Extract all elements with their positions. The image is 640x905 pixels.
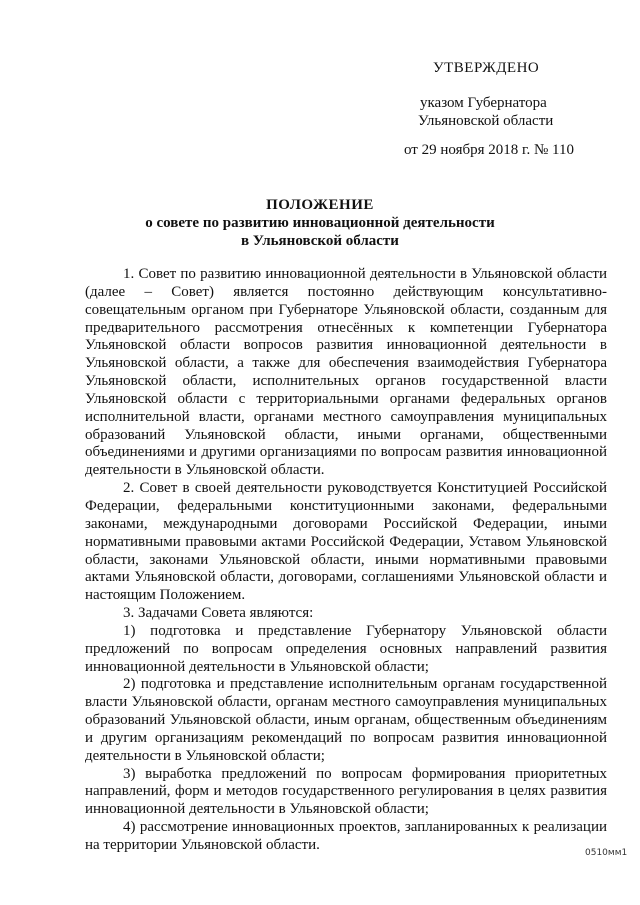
paragraph-2: 2. Совет в своей деятельности руководствуется Конституцией Российской Федерации, федеральными конституционными законами, федеральными законами, международными договорами Российской Федерации, иными нормативными правовыми актами Российской Федерации, Уставом Ульяновской области, законами Ульяновской области, иными нормативными правовыми актами Ульяновской области, договорами, соглашениями Ульяновской области и настоящим Положением. [85,480,607,604]
approval-stamp-heading: УТВЕРЖДЕНО [433,60,540,76]
list-item-4: 4) рассмотрение инновационных проектов, запланированных к реализации на территории Ульяновской области. [85,819,607,853]
document-subtitle-line-1: о совете по развитию инновационной деятельности [145,215,495,231]
approval-decree-line: указом Губернатора [420,95,547,111]
paragraph-3: 3. Задачами Совета являются: [123,605,314,622]
list-item-2: 2) подготовка и представление исполнительным органам государственной власти Ульяновской области, органам местного самоуправления муниципальных образований Ульяновской области, иным органам, общественным объединениям и другим организациям рекомендаций по вопросам развития инновационной деятельности в Ульяновской области; [85,676,607,764]
approval-region-line: Ульяновской области [418,113,554,129]
approval-date-number: от 29 ноября 2018 г. № 110 [404,142,574,158]
list-item-3: 3) выработка предложений по вопросам формирования приоритетных направлений, форм и методов государственного регулирования в целях развития инновационной деятельности в Ульяновской области; [85,765,607,818]
footer-document-code: 0510мм1 [585,848,628,858]
paragraph-1: 1. Совет по развитию инновационной деятельности в Ульяновской области (далее – Совет) является постоянно действующим консультативно-совещательным органом при Губернаторе Ульяновской области, созданным для предварительного рассмотрения отнесённых к компетенции Губернатора Ульяновской области вопросов развития инновационной деятельности в Ульяновской области, а также для обеспечения взаимодействия Губернатора Ульяновской области, исполнительных органов государственной власти Ульяновской области с территориальными органами федеральных органов исполнительной власти, органами местного самоуправления муниципальных образований Ульяновской области, иными органами, общественными объединениями и другими организациями по вопросам развития инновационной деятельности в Ульяновской области. [85,266,607,479]
document-title: ПОЛОЖЕНИЕ [266,197,374,213]
document-subtitle-line-2: в Ульяновской области [241,233,399,249]
document-body [85,266,607,855]
list-item-1: 1) подготовка и представление Губернатору Ульяновской области предложений по вопросам определения основных направлений развития инновационной деятельности в Ульяновской области; [85,622,607,675]
